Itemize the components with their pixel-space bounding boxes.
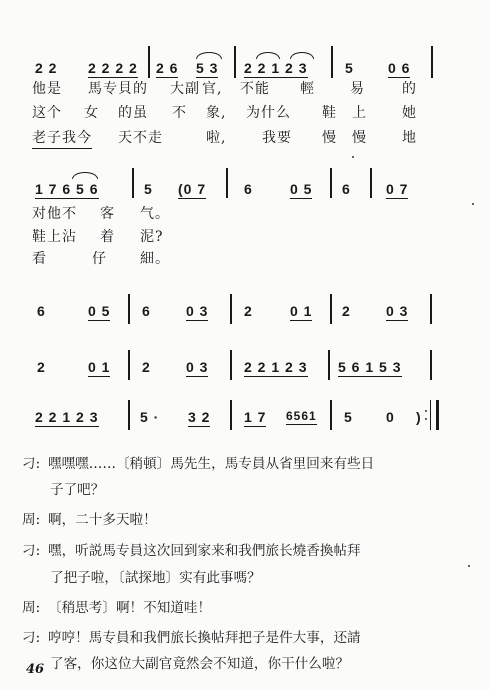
bar-line bbox=[234, 46, 236, 78]
lyric: 天不走 bbox=[118, 130, 163, 146]
lyric: 易 bbox=[350, 81, 365, 97]
lyric: 为什么 bbox=[246, 105, 291, 121]
dialogue-text: 嘿嘿嘿……〔稍頓〕馬先生，馬专員从省里回来有些日 bbox=[48, 456, 375, 472]
note-group: 2 2 1 2 3 bbox=[244, 60, 308, 76]
lyric-verse-1 bbox=[0, 78, 490, 98]
note-group: 0 5 bbox=[88, 303, 111, 319]
lyric: 上 bbox=[352, 105, 367, 121]
dialogue-text: 了把子啦，〔試探地〕实有此事嗎？ bbox=[50, 570, 261, 586]
note-group: 5 3 bbox=[196, 60, 219, 76]
note-group: 1 7 6 5 6 bbox=[35, 181, 99, 197]
note-group: 0 3 bbox=[186, 303, 209, 319]
bar-line bbox=[330, 400, 332, 430]
lyric: 这个 bbox=[32, 105, 62, 121]
dialogue-line bbox=[22, 564, 261, 593]
dialogue-line bbox=[22, 476, 104, 505]
speaker: 刁: bbox=[22, 543, 41, 559]
repeat-dot bbox=[425, 410, 427, 412]
score-line-1 bbox=[0, 60, 490, 80]
lyric: 女 bbox=[84, 105, 99, 121]
lyric-verse-2 bbox=[0, 102, 490, 122]
note-group: 3 2 bbox=[188, 409, 211, 425]
lyric: 不能 bbox=[240, 81, 270, 97]
note-group: 5 bbox=[344, 409, 353, 425]
note-group: 0 3 bbox=[186, 359, 209, 375]
speaker: 周: bbox=[22, 512, 41, 528]
note-group: 5 bbox=[144, 181, 153, 197]
page-number: 46 bbox=[26, 662, 45, 677]
lyric: 对他不 bbox=[32, 206, 77, 222]
speaker: 刁: bbox=[22, 456, 41, 472]
note-group: 6 bbox=[244, 181, 253, 197]
lyric: 不 bbox=[172, 105, 187, 121]
lyric: 的虽 bbox=[118, 105, 148, 121]
lyric: 气。 bbox=[140, 206, 170, 222]
score-line-5 bbox=[0, 409, 490, 429]
note-group: 2 2 1 2 3 bbox=[35, 409, 99, 425]
bar-line bbox=[430, 294, 432, 324]
note-group: 2 2 2 2 bbox=[88, 60, 138, 76]
lyric: 他是 bbox=[32, 81, 62, 97]
dialogue-line bbox=[22, 650, 349, 679]
lyric-verse-3 bbox=[0, 127, 490, 147]
print-speck bbox=[352, 156, 354, 158]
dialogue-text: 嘿，听説馬专員这次回到家来和我們旅长燒香換帖拜 bbox=[48, 543, 361, 559]
bar-line bbox=[148, 46, 150, 78]
slur-mark bbox=[256, 52, 280, 59]
note-group: 2 6 bbox=[156, 60, 179, 76]
note-group: 5 bbox=[345, 60, 354, 76]
note-group: 2 2 bbox=[35, 60, 58, 76]
dialogue-text: 子了吧？ bbox=[50, 482, 105, 498]
bar-line bbox=[431, 46, 433, 78]
lyric: 大副 bbox=[170, 81, 200, 97]
note-group: 5 6 1 5 3 bbox=[338, 359, 402, 375]
note-group: (0 7 bbox=[178, 181, 207, 197]
dialogue-line bbox=[22, 537, 361, 566]
speaker: 周: bbox=[22, 600, 41, 616]
note-group: 2 bbox=[142, 359, 151, 375]
lyric-verse-3 bbox=[0, 248, 490, 268]
bar-line bbox=[328, 350, 330, 380]
bar-line bbox=[132, 168, 134, 198]
note-group: 2 bbox=[244, 303, 253, 319]
score-line-2 bbox=[0, 181, 490, 201]
note-group: 0 bbox=[386, 409, 395, 425]
speaker: 刁: bbox=[22, 630, 41, 646]
note-group: 2 bbox=[37, 359, 46, 375]
dialogue-line bbox=[22, 624, 361, 653]
note-group: 0 3 bbox=[386, 303, 409, 319]
slur-mark bbox=[290, 52, 314, 59]
bar-line bbox=[331, 46, 333, 78]
lyric: 看 bbox=[32, 251, 47, 267]
score-line-4 bbox=[0, 359, 490, 379]
score-line-3 bbox=[0, 303, 490, 323]
bar-line bbox=[230, 350, 232, 380]
lyric: 着 bbox=[100, 229, 115, 245]
dialogue-text: 啊，二十多天啦！ bbox=[48, 512, 157, 528]
lyric: 仔 bbox=[92, 251, 107, 267]
repeat-dot bbox=[425, 418, 427, 420]
lyric: 客 bbox=[100, 206, 115, 222]
bar-line bbox=[330, 294, 332, 324]
note-group: 2 2 1 2 3 bbox=[244, 359, 308, 375]
lyric: 慢 bbox=[322, 130, 337, 146]
dialogue-text: 了客，你这位大副官竟然会不知道，你干什么啦？ bbox=[50, 656, 350, 672]
note-group: 0 1 bbox=[88, 359, 111, 375]
bar-line bbox=[128, 400, 130, 430]
slur-mark bbox=[72, 172, 98, 179]
closing-paren: ) bbox=[416, 409, 422, 425]
lyric: 的 bbox=[402, 81, 417, 97]
lyric: 老子我今 bbox=[32, 127, 92, 149]
dialogue-text: 哼哼！馬专員和我們旅长換帖拜把子是件大事，还請 bbox=[48, 630, 361, 646]
lyric: 泥? bbox=[140, 229, 164, 245]
dialogue-text: 〔稍思考〕啊！不知道哇！ bbox=[48, 600, 212, 616]
note-group: 6 bbox=[342, 181, 351, 197]
dialogue-line bbox=[22, 506, 157, 535]
lyric-verse-1 bbox=[0, 203, 490, 223]
print-speck bbox=[472, 203, 474, 205]
note-group: 6 bbox=[37, 303, 46, 319]
note-group: 2 bbox=[342, 303, 351, 319]
lyric: 啦, bbox=[206, 130, 227, 146]
note-group: 0 7 bbox=[386, 181, 409, 197]
lyric: 地 bbox=[402, 130, 417, 146]
note-group: 6 bbox=[142, 303, 151, 319]
lyric-verse-2 bbox=[0, 226, 490, 246]
note-group: 0 6 bbox=[388, 60, 411, 76]
lyric: 細。 bbox=[140, 251, 170, 267]
lyric: 馬专貝的 bbox=[88, 81, 148, 97]
lyric: 輕 bbox=[300, 81, 315, 97]
note-group: 0 1 bbox=[290, 303, 313, 319]
bar-line bbox=[230, 400, 232, 430]
dialogue-line bbox=[22, 594, 211, 623]
note-group: 6561 bbox=[286, 409, 317, 423]
lyric: 官, bbox=[202, 81, 223, 97]
lyric: 鞋 bbox=[322, 105, 337, 121]
note-group: 1 7 bbox=[244, 409, 267, 425]
lyric: 鞋上沾 bbox=[32, 229, 77, 245]
bar-line bbox=[230, 294, 232, 324]
lyric: 慢 bbox=[352, 130, 367, 146]
bar-line bbox=[370, 168, 372, 198]
dialogue-line bbox=[22, 450, 374, 479]
bar-line bbox=[128, 350, 130, 380]
note-group: 5 · bbox=[140, 409, 160, 425]
print-speck bbox=[468, 565, 470, 567]
lyric: 她 bbox=[402, 105, 417, 121]
bar-line bbox=[128, 294, 130, 324]
note-group: 0 5 bbox=[290, 181, 313, 197]
lyric: 我要 bbox=[262, 130, 292, 146]
slur-mark bbox=[196, 52, 222, 59]
lyric: 象, bbox=[206, 105, 227, 121]
bar-line bbox=[430, 350, 432, 380]
double-bar-line bbox=[430, 400, 439, 430]
bar-line bbox=[330, 168, 332, 198]
bar-line bbox=[226, 168, 228, 198]
